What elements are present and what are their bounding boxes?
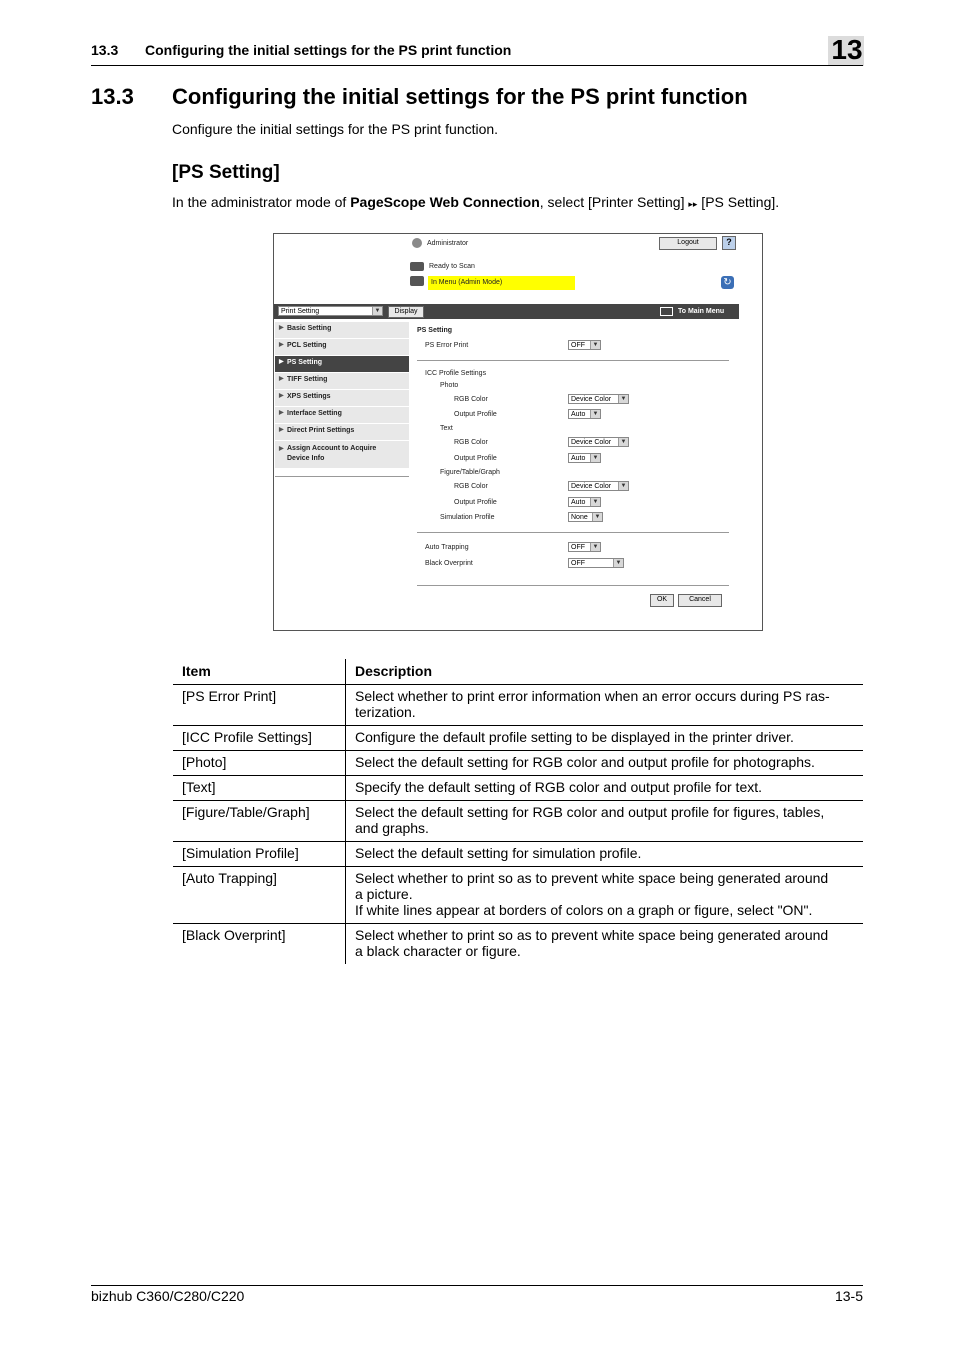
printer-icon: [410, 262, 424, 271]
chevron-down-icon: ▼: [592, 513, 602, 521]
table-row: [173, 924, 863, 965]
table-cell-item: [Text]: [173, 776, 346, 801]
nav-bottom-rule: [275, 476, 409, 477]
table-row: [173, 726, 863, 751]
display-button[interactable]: Display: [388, 306, 424, 318]
photo-rgb-label: RGB Color: [454, 396, 488, 403]
simulation-profile-label: Simulation Profile: [440, 514, 495, 521]
form-divider-1: [417, 360, 729, 361]
chevron-down-icon: ▼: [590, 543, 600, 551]
table-cell-description: Specify the default setting of RGB color and output profile for text.: [346, 776, 864, 801]
ps-error-print-label: PS Error Print: [425, 342, 469, 349]
table-row: [173, 842, 863, 867]
table-cell-description: Configure the default profile setting to be displayed in the printer driver.: [346, 726, 864, 751]
simulation-profile-select[interactable]: None ▼: [568, 512, 603, 522]
admin-icon: [412, 238, 422, 248]
chevron-down-icon: ▼: [590, 341, 600, 349]
chevron-down-icon: ▼: [618, 482, 628, 490]
table-row: [173, 801, 863, 842]
text-output-select[interactable]: Auto ▼: [568, 453, 601, 463]
footer-product: bizhub C360/C280/C220: [91, 1288, 245, 1304]
chevron-down-icon: ▼: [618, 395, 628, 403]
subsection-title: [PS Setting]: [172, 162, 280, 183]
table-row: [173, 751, 863, 776]
text-output-label: Output Profile: [454, 455, 497, 462]
triangle-right-icon: ▶: [279, 410, 284, 416]
main-menu-icon: [660, 307, 673, 316]
logout-button[interactable]: Logout: [659, 237, 717, 250]
footer-rule: [91, 1285, 863, 1286]
ok-button[interactable]: OK: [650, 594, 674, 607]
chevron-down-icon: ▼: [613, 559, 623, 567]
intro-text: Configure the initial settings for the PS print function.: [172, 121, 499, 137]
table-cell-item: [Auto Trapping]: [173, 867, 346, 924]
figure-rgb-select[interactable]: Device Color ▼: [568, 481, 629, 491]
triangle-right-icon: ▶: [279, 359, 284, 365]
double-arrow-icon: ▸▸: [688, 199, 698, 209]
table-cell-item: [Simulation Profile]: [173, 842, 346, 867]
figure-label: Figure/Table/Graph: [440, 469, 500, 476]
column-header-item: Item: [173, 659, 346, 685]
to-main-menu-link[interactable]: To Main Menu: [678, 308, 725, 315]
photo-output-select[interactable]: Auto ▼: [568, 409, 601, 419]
photo-rgb-select[interactable]: Device Color ▼: [568, 394, 629, 404]
refresh-icon[interactable]: ↻: [721, 276, 734, 289]
table-cell-item: [Black Overprint]: [173, 924, 346, 965]
triangle-right-icon: ▶: [279, 325, 284, 331]
nav-assign-account[interactable]: ▶ Assign Account to Acquire Device Info: [275, 441, 409, 469]
settings-table: [173, 659, 863, 964]
table-cell-description: Select whether to print error information when an error occurs during PS ras- terization.: [346, 685, 864, 726]
admin-label: Administrator: [427, 240, 469, 247]
chevron-down-icon: ▼: [372, 307, 382, 315]
table-header-row: [173, 659, 863, 685]
form-divider-3: [417, 585, 729, 586]
chapter-number: 13: [831, 34, 863, 65]
nav-tiff-setting[interactable]: ▶ TIFF Setting: [275, 373, 409, 390]
help-button[interactable]: ?: [722, 236, 736, 250]
table-cell-description: Select the default setting for RGB color and output profile for photographs.: [346, 751, 864, 776]
triangle-right-icon: ▶: [279, 376, 284, 382]
chevron-down-icon: ▼: [590, 498, 600, 506]
table-cell-item: [Photo]: [173, 751, 346, 776]
form-divider-2: [417, 532, 729, 533]
chevron-down-icon: ▼: [618, 438, 628, 446]
text-rgb-label: RGB Color: [454, 439, 488, 446]
printer-icon-2: [410, 276, 424, 286]
photo-label: Photo: [440, 382, 459, 389]
nav-direct-print-settings[interactable]: ▶ Direct Print Settings: [275, 424, 409, 441]
column-header-description: Description: [346, 659, 864, 685]
table-cell-item: [PS Error Print]: [173, 685, 346, 726]
running-header-title: Configuring the initial settings for the PS print function: [145, 42, 512, 58]
photo-output-label: Output Profile: [454, 411, 497, 418]
header-rule: [91, 65, 863, 66]
section-title: Configuring the initial settings for the PS print function: [172, 84, 748, 109]
triangle-right-icon: ▶: [279, 393, 284, 399]
table-row: [173, 867, 863, 924]
table-cell-description: Select the default setting for simulation profile.: [346, 842, 864, 867]
table-row: [173, 685, 863, 726]
table-cell-item: [ICC Profile Settings]: [173, 726, 346, 751]
section-heading: PS Setting: [417, 327, 453, 334]
nav-xps-settings[interactable]: ▶ XPS Settings: [275, 390, 409, 407]
nav-ps-setting[interactable]: ▶ PS Setting: [275, 356, 409, 373]
black-overprint-select[interactable]: OFF ▼: [568, 558, 624, 568]
table-cell-description: Select the default setting for RGB color and output profile for figures, tables, and graphs.: [346, 801, 864, 842]
text-rgb-select[interactable]: Device Color ▼: [568, 437, 629, 447]
ps-setting-screenshot: [273, 233, 763, 631]
nav-basic-setting[interactable]: ▶ Basic Setting: [275, 322, 409, 339]
black-overprint-label: Black Overprint: [425, 560, 473, 567]
table-cell-description: Select whether to print so as to prevent white space being generated around a picture. If white lines appear at borders of colors on a graph or figure, select "ON".: [346, 867, 864, 924]
triangle-right-icon: ▶: [279, 446, 284, 452]
instruction-text: In the administrator mode of PageScope Web Connection, select [Printer Setting] ▸▸ [PS Setting].: [172, 194, 780, 210]
table-row: [173, 776, 863, 801]
auto-trapping-label: Auto Trapping: [425, 544, 469, 551]
icc-label: ICC Profile Settings: [425, 370, 487, 377]
nav-interface-setting[interactable]: ▶ Interface Setting: [275, 407, 409, 424]
ps-error-print-select[interactable]: OFF ▼: [568, 340, 601, 350]
status-ready: Ready to Scan: [429, 263, 475, 270]
cancel-button[interactable]: Cancel: [678, 594, 722, 607]
figure-output-label: Output Profile: [454, 499, 497, 506]
section-number: 13.3: [91, 84, 134, 109]
triangle-right-icon: ▶: [279, 342, 284, 348]
footer-page-number: 13-5: [834, 1288, 863, 1304]
figure-rgb-label: RGB Color: [454, 483, 488, 490]
figure-output-select[interactable]: Auto ▼: [568, 497, 601, 507]
menu-select[interactable]: Print Setting ▼: [278, 306, 383, 316]
running-header-number: 13.3: [91, 42, 119, 58]
text-label: Text: [440, 425, 453, 432]
triangle-right-icon: ▶: [279, 427, 284, 433]
table-cell-item: [Figure/Table/Graph]: [173, 801, 346, 842]
chevron-down-icon: ▼: [590, 454, 600, 462]
auto-trapping-select[interactable]: OFF ▼: [568, 542, 601, 552]
nav-pcl-setting[interactable]: ▶ PCL Setting: [275, 339, 409, 356]
table-cell-description: Select whether to print so as to prevent white space being generated around a black character or figure.: [355, 927, 829, 959]
status-admin: In Menu (Admin Mode): [431, 279, 503, 286]
chevron-down-icon: ▼: [590, 410, 600, 418]
